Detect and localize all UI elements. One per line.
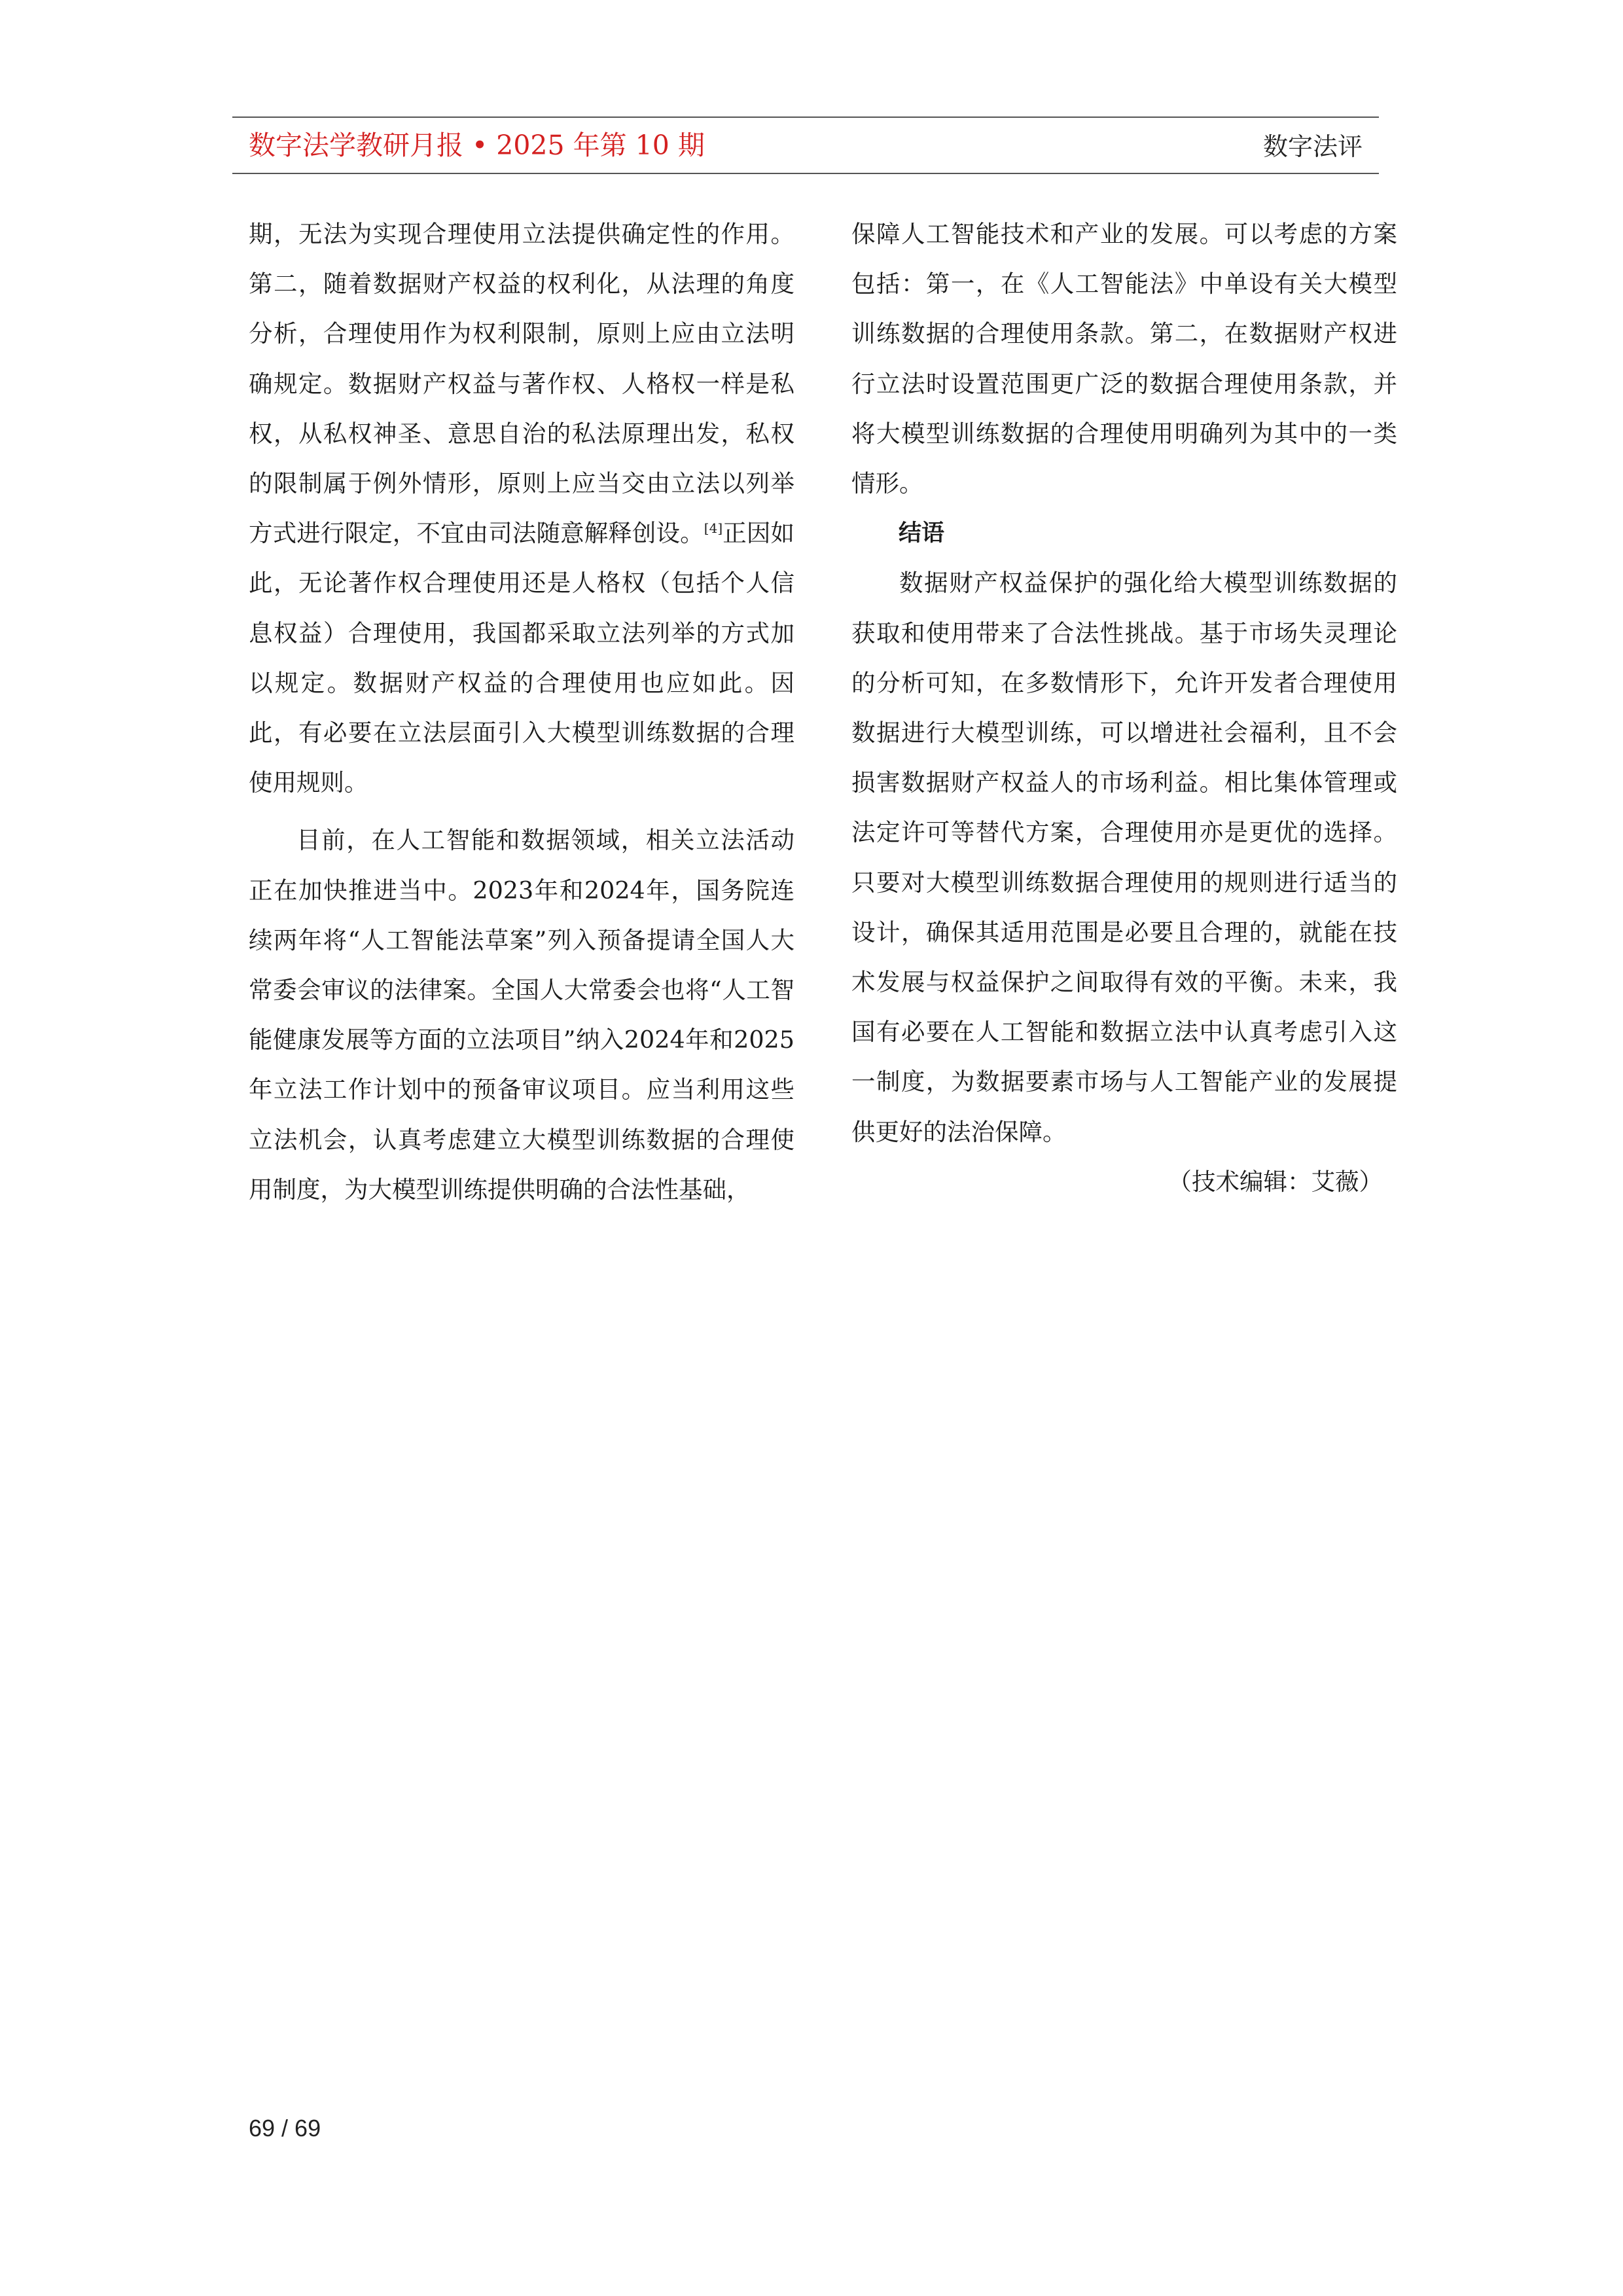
right-column xyxy=(851,209,1397,1207)
left-paragraph-1-continued: 正因如此，无论著作权合理使用还是人格权（包括个人信息权益）合理使用，我国都采取立法列举的方式加以规定。数据财产权益的合理使用也应如此。因此，有必要在立法层面引入大模型训练数据的合理使用规则。 xyxy=(249,519,795,797)
header-top-rule xyxy=(232,117,1379,118)
conclusion-paragraph: 数据财产权益保护的强化给大模型训练数据的获取和使用带来了合法性挑战。基于市场失灵理论的分析可知，在多数情形下，允许开发者合理使用数据进行大模型训练，可以增进社会福利，且不会损害数据财产权益人的市场利益。相比集体管理或法定许可等替代方案，合理使用亦是更优的选择。只要对大模型训练数据合理使用的规则进行适当的设计，确保其适用范围是必要且合理的，就能在技术发展与权益保护之间取得有效的平衡。未来，我国有必要在人工智能和数据立法中认真考虑引入这一制度，为数据要素市场与人工智能产业的发展提供更好的法治保障。 xyxy=(851,569,1397,1146)
journal-title: 数字法学教研月报 • 2025 年第 10 期 xyxy=(249,130,705,161)
left-paragraph-1-text: 期，无法为实现合理使用立法提供确定性的作用。第二，随着数据财产权益的权利化，从法理的角度分析，合理使用作为权利限制，原则上应由立法明确规定。数据财产权益与著作权、人格权一样是私权，从私权神圣、意思自治的私法原理出发，私权的限制属于例外情形，原则上应当交由立法以列举方式进行限定，不宜由司法随意解释创设。 xyxy=(249,220,794,548)
section-name: 数字法评 xyxy=(1262,132,1363,161)
right-paragraph-1: 保障人工智能技术和产业的发展。可以考虑的方案包括：第一，在《人工智能法》中单设有关大模型训练数据的合理使用条款。第二，在数据财产权进行立法时设置范围更广泛的数据合理使用条款，并将大模型训练数据的合理使用明确列为其中的一类情形。 xyxy=(851,220,1397,498)
left-paragraph-1 xyxy=(249,209,794,808)
footnote-reference[interactable]: [4] xyxy=(704,520,723,537)
header-bottom-rule xyxy=(232,173,1379,174)
page-number: 69 / 69 xyxy=(249,2115,321,2142)
conclusion-heading: 结语 xyxy=(899,520,945,547)
left-column xyxy=(249,209,794,1215)
editor-credit: （技术编辑：艾薇） xyxy=(1168,1167,1383,1196)
left-paragraph-2: 目前，在人工智能和数据领域，相关立法活动正在加快推进当中。2023年和2024年，国务院连续两年将“人工智能法草案”列入预备提请全国人大常委会审议的法律案。全国人大常委会也将“人工智能健康发展等方面的立法项目”纳入2024年和2025年立法工作计划中的预备审议项目。应当利用这些立法机会，认真考虑建立大模型训练数据的合理使用制度，为大模型训练提供明确的合法性基础， xyxy=(249,826,794,1204)
